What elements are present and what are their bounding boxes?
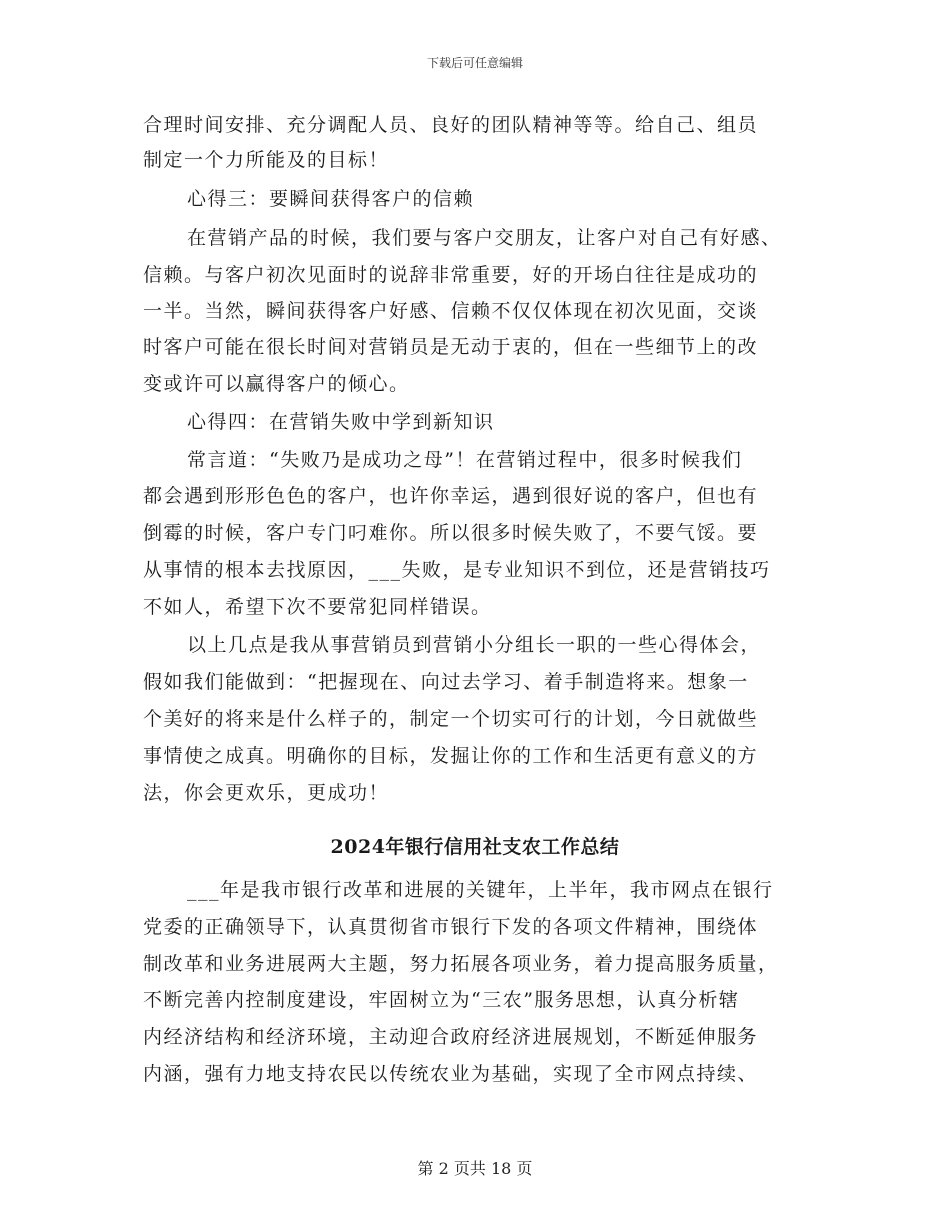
text-line: 制定一个力所能及的目标！ bbox=[143, 149, 390, 171]
text-line: 不如人，希望下次不要常犯同样错误。 bbox=[143, 596, 492, 618]
text-line: 变或许可以赢得客户的倾心。 bbox=[143, 373, 410, 395]
subheading-insight-three: 心得三：要瞬间获得客户的信赖 bbox=[187, 188, 475, 210]
text-line: 不断完善内控制度建设，牢固树立为“三农”服务思想，认真分析辖 bbox=[143, 989, 740, 1011]
text-line: 信赖。与客户初次见面时的说辞非常重要，好的开场白往往是成功的 bbox=[143, 264, 759, 286]
page-number-footer: 第 2 页共 18 页 bbox=[417, 1159, 533, 1178]
text-line: 从事情的根本去找原因，___失败，是专业知识不到位，还是营销技巧 bbox=[143, 559, 771, 581]
text-line: 都会遇到形形色色的客户，也许你幸运，遇到很好说的客户，但也有 bbox=[143, 485, 759, 507]
text-line: 倒霉的时候，客户专门叼难你。所以很多时候失败了，不要气馁。要 bbox=[143, 522, 759, 544]
text-line: 假如我们能做到：“把握现在、向过去学习、着手制造将来。想象一 bbox=[143, 671, 749, 693]
text-line: 内经济结构和经济环境，主动迎合政府经济进展规划，不断延伸服务 bbox=[143, 1026, 759, 1048]
text-line: 常言道：“失败乃是成功之母”！在营销过程中，很多时候我们 bbox=[187, 449, 743, 471]
text-line: 事情使之成真。明确你的目标，发掘让你的工作和生活更有意义的方 bbox=[143, 745, 759, 767]
text-line: 制改革和业务进展两大主题，努力拓展各项业务，着力提高服务质量， bbox=[143, 953, 779, 975]
text-line: 合理时间安排、充分调配人员、良好的团队精神等等。给自己、组员 bbox=[143, 114, 759, 136]
text-line: 个美好的将来是什么样子的，制定一个切实可行的计划，今日就做些 bbox=[143, 708, 759, 730]
subheading-insight-four: 心得四：在营销失败中学到新知识 bbox=[187, 411, 495, 433]
text-line: 在营销产品的时候，我们要与客户交朋友，让客户对自己有好感、 bbox=[187, 227, 782, 249]
text-line: 一半。当然，瞬间获得客户好感、信赖不仅仅体现在初次见面，交谈 bbox=[143, 300, 759, 322]
text-line: 以上几点是我从事营销员到营销小分组长一职的一些心得体会， bbox=[187, 634, 762, 656]
text-line: 时客户可能在很长时间对营销员是无动于衷的，但在一些细节上的改 bbox=[143, 336, 759, 358]
page-header-note: 下载后可任意编辑 bbox=[426, 56, 523, 70]
text-line: 内涵，强有力地支持农民以传统农业为基础，实现了全市网点持续、 bbox=[143, 1063, 759, 1085]
text-line: 党委的正确领导下，认真贯彻省市银行下发的各项文件精神，围绕体 bbox=[143, 916, 759, 938]
text-line: ___年是我市银行改革和进展的关键年，上半年，我市网点在银行 bbox=[187, 879, 774, 901]
section-title: 2024年银行信用社支农工作总结 bbox=[330, 836, 620, 858]
text-line: 法，你会更欢乐，更成功！ bbox=[143, 782, 390, 804]
